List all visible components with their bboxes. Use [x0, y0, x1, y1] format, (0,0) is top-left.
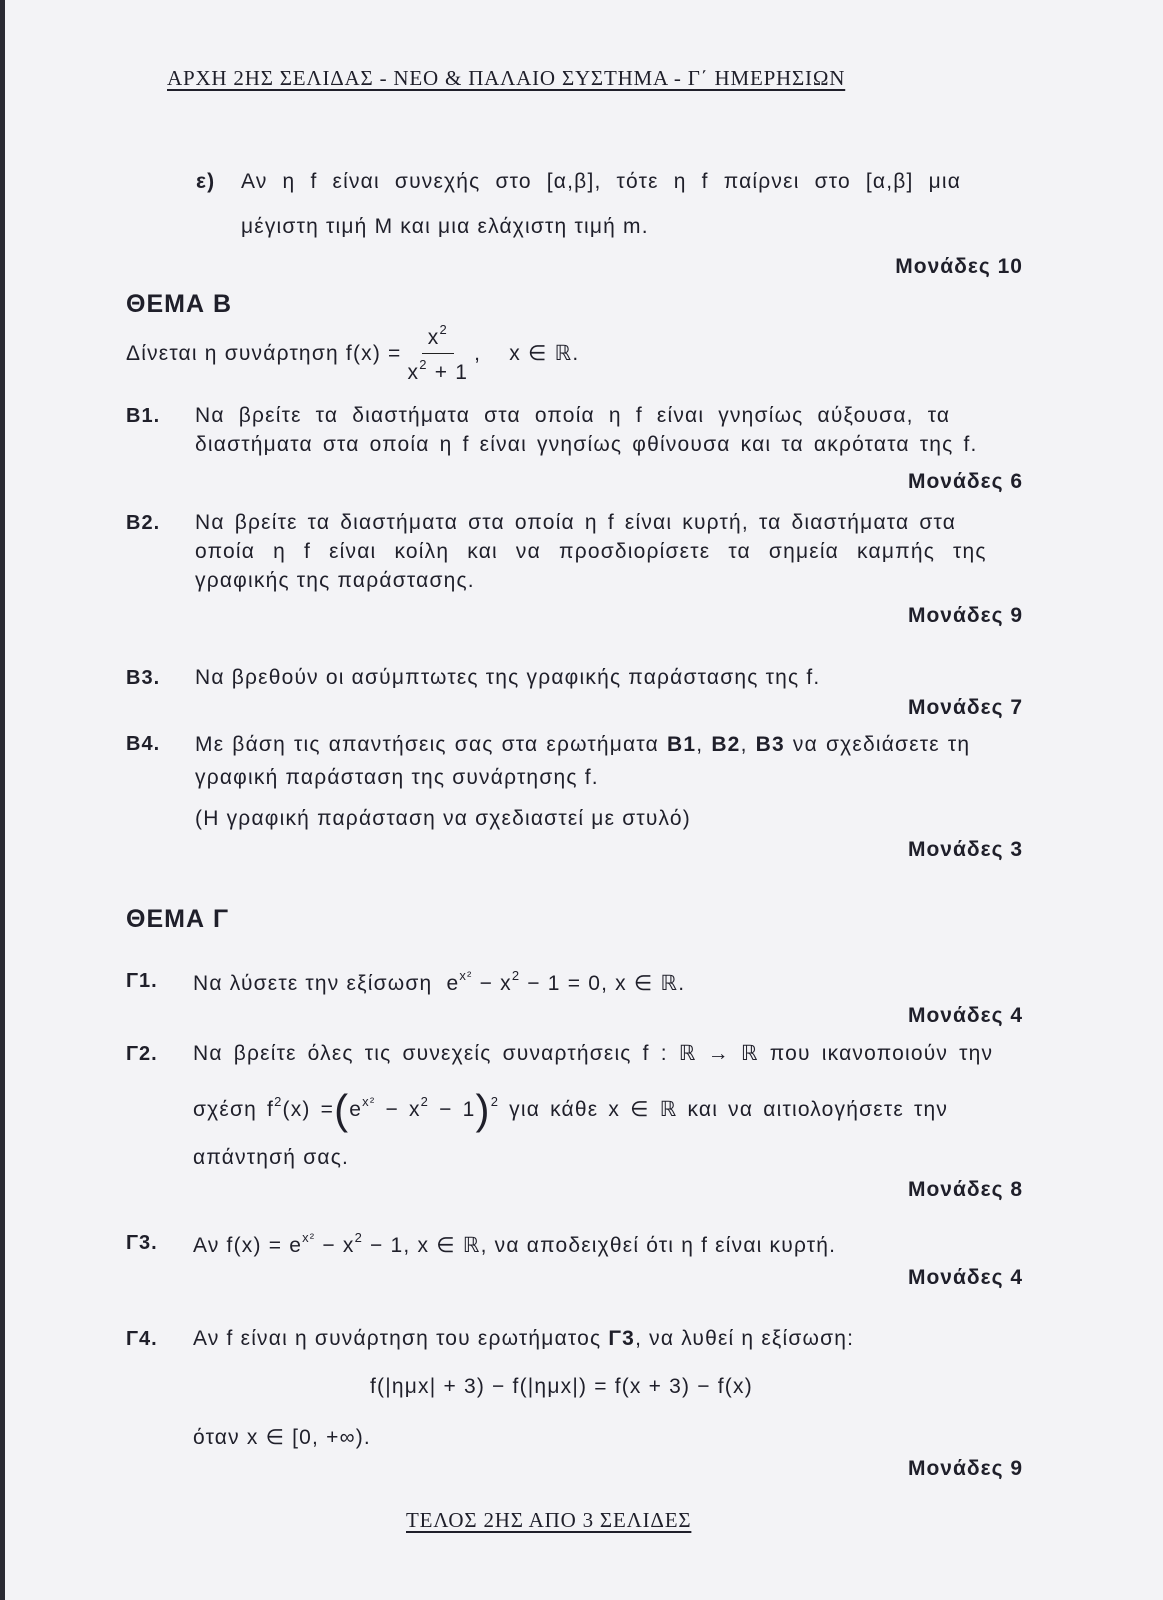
- b2-line2: οποία η f είναι κοίλη και να προσδιορίσετε τα σημεία καμπής της: [195, 540, 987, 563]
- b4-line3: (Η γραφική παράσταση να σχεδιαστεί με στυλό): [195, 807, 691, 830]
- item-e-line1: Αν η f είναι συνεχής στο [α,β], τότε η f παίρνει στο [α,β] μια: [241, 170, 962, 193]
- c4-equation: f(|ημx| + 3) − f(|ημx|) = f(x + 3) − f(x): [370, 1375, 753, 1398]
- c4-marks: Μονάδες 9: [907, 1457, 1023, 1480]
- theme-c-heading: ΘΕΜΑ Γ: [126, 905, 229, 933]
- item-e-marks: Μονάδες 10: [895, 255, 1023, 278]
- c4-line1: Αν f είναι η συνάρτηση του ερωτήματος Γ3, να λυθεί η εξίσωση:: [193, 1327, 855, 1350]
- b2-marks: Μονάδες 9: [907, 604, 1023, 627]
- c2-label: Γ2.: [126, 1043, 158, 1065]
- b4-line2: γραφική παράσταση της συνάρτησης f.: [195, 766, 599, 789]
- page-header: ΑΡΧΗ 2ΗΣ ΣΕΛΙΔΑΣ - ΝΕΟ & ΠΑΛΑΙΟ ΣΥΣΤΗΜΑ - Γ΄ ΗΜΕΡΗΣΙΩΝ: [167, 66, 846, 90]
- c2-line2: σχέση $f^2(x) =(e^{x^2} - x^2 - 1)^2$ για κάθε x ∈ ℝ και να αιτιολογήσετε την: [193, 1086, 949, 1133]
- b3-marks: Μονάδες 7: [907, 696, 1023, 719]
- c2-line1: Να βρείτε όλες τις συνεχείς συναρτήσεις f : ℝ → ℝ που ικανοποιούν την: [193, 1042, 994, 1065]
- b3-line1: Να βρεθούν οι ασύμπτωτες της γραφικής παράστασης της f.: [195, 666, 821, 689]
- b4-label: Β4.: [126, 733, 161, 755]
- b1-line1: Να βρείτε τα διαστήματα στα οποία η f είναι γνησίως αύξουσα, τα: [195, 404, 951, 427]
- c4-line3: όταν x ∈ [0, +∞).: [193, 1426, 371, 1449]
- function-lhs: f(x) =: [345, 341, 402, 365]
- b1-label: Β1.: [126, 405, 161, 427]
- c1-label: Γ1.: [126, 970, 158, 992]
- item-e-label: ε): [196, 170, 216, 193]
- theme-b-heading: ΘΕΜΑ Β: [126, 290, 232, 318]
- b4-marks: Μονάδες 3: [907, 838, 1023, 861]
- b2-line1: Να βρείτε τα διαστήματα στα οποία η f είναι κυρτή, τα διαστήματα στα: [195, 511, 957, 534]
- c1-line: Να λύσετε την εξίσωση $e^{x^2} - x^2 - 1 = 0$, x ∈ ℝ.: [193, 968, 686, 995]
- c2-marks: Μονάδες 8: [907, 1178, 1023, 1201]
- b4-line1: Με βάση τις απαντήσεις σας στα ερωτήματα Β1, Β2, Β3 να σχεδιάσετε τη: [195, 733, 971, 756]
- c3-marks: Μονάδες 4: [907, 1266, 1023, 1289]
- page-edge: [0, 0, 5, 1600]
- function-fraction: $\frac{x^2}{x^2 + 1}$: [407, 322, 469, 384]
- b2-label: Β2.: [126, 512, 161, 534]
- c4-label: Γ4.: [126, 1328, 158, 1350]
- item-e-line2: μέγιστη τιμή Μ και μια ελάχιστη τιμή m.: [241, 215, 649, 238]
- c1-marks: Μονάδες 4: [907, 1004, 1023, 1027]
- page-footer: ΤΕΛΟΣ 2ΗΣ ΑΠΟ 3 ΣΕΛΙΔΕΣ: [406, 1508, 692, 1532]
- c3-line: Αν $f(x) = e^{x^2} - x^2 - 1$, x ∈ ℝ, να αποδειχθεί ότι η f είναι κυρτή.: [193, 1230, 837, 1257]
- b1-line2: διαστήματα στα οποία η f είναι γνησίως φθίνουσα και τα ακρότατα της f.: [195, 433, 978, 456]
- b1-marks: Μονάδες 6: [907, 470, 1023, 493]
- b3-label: Β3.: [126, 667, 161, 689]
- domain-suffix: , x ∈ ℝ.: [474, 342, 580, 365]
- c2-line3: απάντησή σας.: [193, 1146, 350, 1169]
- b2-line3: γραφικής της παράστασης.: [195, 569, 475, 592]
- c3-label: Γ3.: [126, 1232, 158, 1254]
- theme-b-given-function: [126, 322, 579, 385]
- given-prefix: Δίνεται η συνάρτηση: [126, 341, 339, 365]
